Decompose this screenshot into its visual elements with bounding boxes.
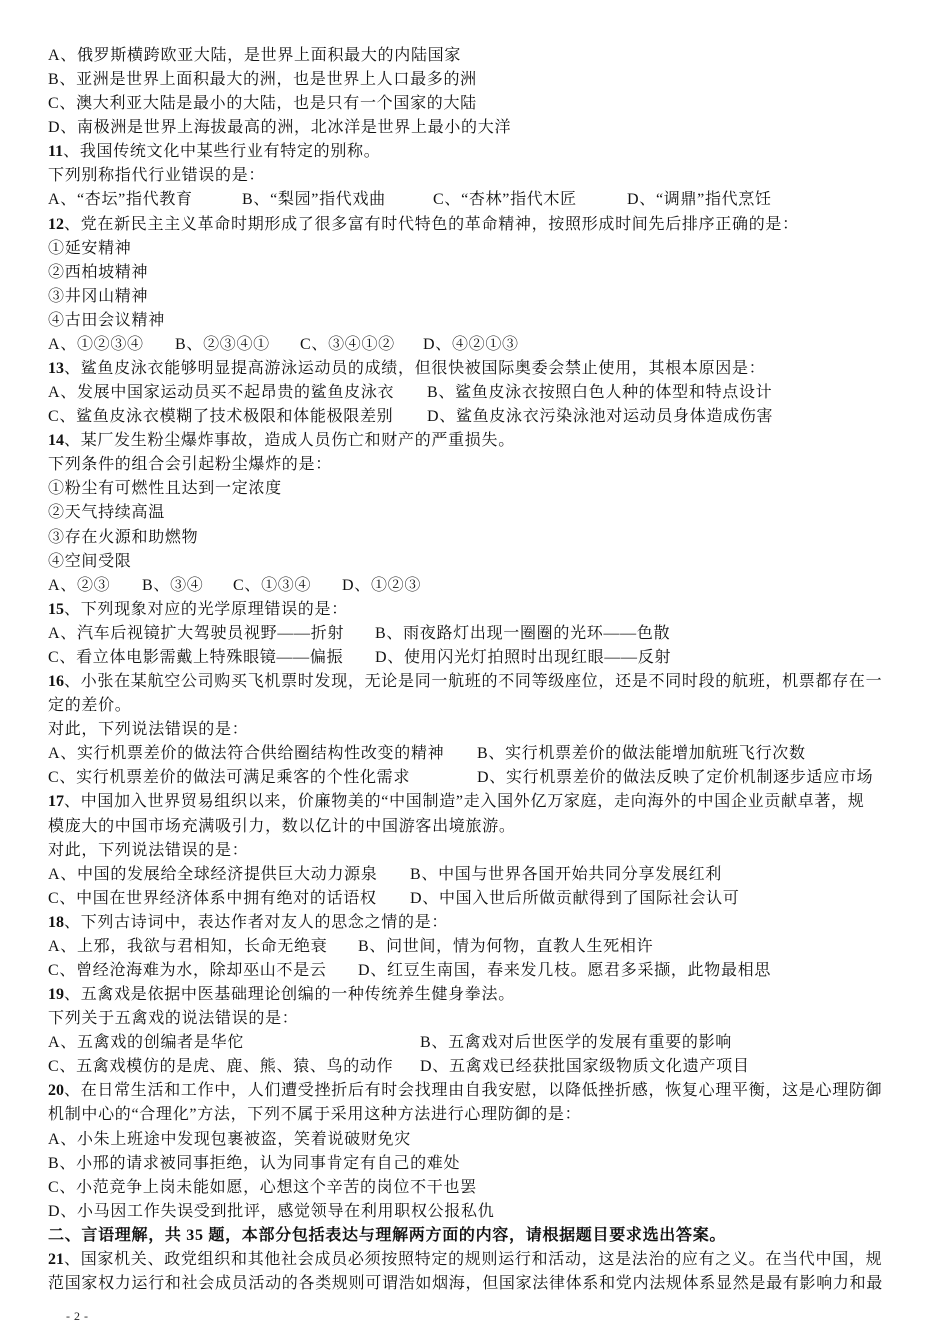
question-11-prompt: [48, 164, 898, 188]
question-stem: 模庞大的中国市场充满吸引力，数以亿计的中国游客出境旅游。: [48, 817, 516, 835]
question-number: 16: [48, 673, 64, 691]
question-stem: 、下列现象对应的光学原理错误的是：: [64, 600, 348, 618]
item-3: ③井冈山精神: [48, 287, 149, 305]
question-stem: 范国家权力运行和社会成员活动的各类规则可谓浩如烟海，但国家法律体系和党内法规体系显然是最有影响力和最: [48, 1274, 884, 1292]
option-d: D、使用闪光灯拍照时出现红眼——反射: [375, 648, 672, 666]
question-17-stem: [48, 790, 898, 814]
question-stem: 、中国加入世界贸易组织以来，价廉物美的“中国制造”走入国外亿万家庭，走向海外的中国企业贡献卓著，规: [64, 793, 865, 811]
item-2: ②天气持续高温: [48, 504, 165, 522]
question-14-prompt: [48, 453, 898, 477]
option-b: B、雨夜路灯出现一圈圈的光环——色散: [375, 624, 671, 642]
question-14-options: [48, 574, 898, 598]
question-12-item: [48, 285, 898, 309]
question-12-options: [48, 333, 898, 357]
option-b: B、亚洲是世界上面积最大的洲，也是世界上人口最多的洲: [48, 71, 477, 89]
option-c: C、五禽戏模仿的是虎、鹿、熊、猿、鸟的动作: [48, 1058, 394, 1076]
question-stem: 、小张在某航空公司购买飞机票时发现，无论是同一航班的不同等级座位，还是不同时段的航班，机票都存在一: [64, 673, 883, 691]
question-12-item: [48, 261, 898, 285]
question-19-stem: [48, 983, 898, 1007]
question-stem: 、某厂发生粉尘爆炸事故，造成人员伤亡和财产的严重损失。: [64, 432, 515, 450]
question-15-stem: [48, 598, 898, 622]
option-a: A、①②③④: [48, 335, 144, 353]
item-1: ①粉尘有可燃性且达到一定浓度: [48, 480, 282, 498]
question-stem: 、党在新民主主义革命时期形成了很多富有时代特色的革命精神，按照形成时间先后排序正确的是：: [64, 215, 799, 233]
option-c: C、实行机票差价的做法可满足乘客的个性化需求: [48, 769, 411, 787]
option-a: A、俄罗斯横跨欧亚大陆，是世界上面积最大的内陆国家: [48, 47, 462, 64]
question-20-option: [48, 1128, 898, 1152]
option-b: B、中国与世界各国开始共同分享发展红利: [410, 865, 722, 883]
question-15-options-row: [48, 646, 898, 670]
option-a: A、五禽戏的创编者是华佗: [48, 1034, 244, 1052]
question-number: 21: [48, 1250, 64, 1268]
question-20-stem: [48, 1079, 898, 1103]
question-number: 19: [48, 986, 64, 1004]
option-d: D、红豆生南国，春来发几枝。愿君多采撷，此物最相思: [358, 961, 772, 979]
question-20-option: [48, 1152, 898, 1176]
question-stem: 、在日常生活和工作中，人们遭受挫折后有时会找理由自我安慰，以降低挫折感，恢复心理平衡，这是心理防御: [64, 1082, 883, 1100]
option-d: D、①②③: [342, 576, 422, 594]
question-16-prompt: [48, 718, 898, 742]
option-b: B、“梨园”指代戏曲: [242, 191, 386, 209]
question-number: 17: [48, 793, 64, 811]
question-16-stem-cont: [48, 694, 898, 718]
question-prompt: 对此，下列说法错误的是：: [48, 841, 249, 859]
question-18-options-row: [48, 959, 898, 983]
option-a: A、上邪，我欲与君相知，长命无绝衰: [48, 937, 328, 955]
question-20-option: [48, 1176, 898, 1200]
question-prompt: 下列别称指代行业错误的是：: [48, 167, 266, 185]
question-20-option: [48, 1200, 898, 1224]
section-heading: 二、言语理解，共 35 题，本部分包括表达与理解两方面的内容，请根据题目要求选出答案。: [48, 1226, 727, 1244]
question-14-item: [48, 501, 898, 525]
option-c: C、中国在世界经济体系中拥有绝对的话语权: [48, 889, 377, 907]
question-19-options-row: [48, 1055, 898, 1079]
question-15-options-row: [48, 622, 898, 646]
continued-option-line: [48, 92, 898, 116]
item-1: ①延安精神: [48, 239, 132, 257]
page-body: [48, 44, 898, 1296]
continued-option-line: [48, 44, 898, 68]
question-prompt: 下列关于五禽戏的说法错误的是：: [48, 1010, 299, 1028]
question-18-options-row: [48, 935, 898, 959]
option-c: C、小范竞争上岗未能如愿，心想这个辛苦的岗位不干也罢: [48, 1178, 477, 1196]
option-a: A、“杏坛”指代教育: [48, 191, 193, 209]
question-21-stem: [48, 1248, 898, 1272]
option-a: A、小朱上班途中发现包裹被盗，笑着说破财免灾: [48, 1130, 411, 1148]
option-c: C、③④①②: [300, 335, 395, 353]
option-d: D、鲨鱼皮泳衣污染泳池对运动员身体造成伤害: [427, 408, 774, 426]
question-13-stem: [48, 357, 898, 381]
question-17-prompt: [48, 839, 898, 863]
question-21-stem-cont: [48, 1272, 898, 1296]
item-4: ④古田会议精神: [48, 311, 165, 329]
question-stem: 、国家机关、政党组织和其他社会成员必须按照特定的规则运行和活动，这是法治的应有之义。在当代中国，规: [64, 1250, 883, 1268]
question-12-item: [48, 309, 898, 333]
question-number: 15: [48, 600, 64, 618]
question-18-stem: [48, 911, 898, 935]
option-b: B、小邢的请求被同事拒绝，认为同事肯定有自己的难处: [48, 1154, 461, 1172]
item-3: ③存在火源和助燃物: [48, 528, 199, 546]
option-a: A、②③: [48, 576, 111, 594]
question-stem: 、鲨鱼皮泳衣能够明显提高游泳运动员的成绩，但很快被国际奥委会禁止使用，其根本原因是：: [64, 360, 766, 378]
question-20-stem-cont: [48, 1103, 898, 1127]
question-19-prompt: [48, 1007, 898, 1031]
question-stem: 、下列古诗词中，表达作者对友人的思念之情的是：: [64, 913, 449, 931]
option-a: A、汽车后视镜扩大驾驶员视野——折射: [48, 624, 345, 642]
question-16-stem: [48, 670, 898, 694]
option-d: D、小马因工作失误受到批评，感觉领导在利用职权公报私仇: [48, 1202, 495, 1220]
option-b: B、五禽戏对后世医学的发展有重要的影响: [420, 1034, 732, 1052]
question-number: 14: [48, 432, 64, 450]
continued-option-line: [48, 68, 898, 92]
question-13-options-row: [48, 405, 898, 429]
question-17-stem-cont: [48, 815, 898, 839]
question-14-stem: [48, 429, 898, 453]
question-number: 18: [48, 913, 64, 931]
option-b: B、实行机票差价的做法能增加航班飞行次数: [477, 745, 806, 763]
option-b: B、②③④①: [175, 335, 270, 353]
question-16-options-row: [48, 766, 898, 790]
question-14-item: [48, 550, 898, 574]
option-c: C、看立体电影需戴上特殊眼镜——偏振: [48, 648, 344, 666]
option-d: D、实行机票差价的做法反映了定价机制逐步适应市场: [477, 769, 874, 787]
option-c: C、“杏林”指代木匠: [433, 191, 577, 209]
option-b: B、鲨鱼皮泳衣按照白色人种的体型和特点设计: [427, 384, 773, 402]
option-d: D、五禽戏已经获批国家级物质文化遗产项目: [420, 1058, 750, 1076]
option-c: C、澳大利亚大陆是最小的大陆，也是只有一个国家的大陆: [48, 95, 477, 113]
option-d: D、中国入世后所做贡献得到了国际社会认可: [410, 889, 740, 907]
question-11-stem: [48, 140, 898, 164]
question-number: 13: [48, 360, 64, 378]
page-number: - 2 -: [66, 1309, 89, 1323]
option-d: D、南极洲是世界上海拔最高的洲，北冰洋是世界上最小的大洋: [48, 119, 512, 137]
question-12-item: [48, 237, 898, 261]
option-d: D、④②①③: [423, 335, 519, 353]
question-17-options-row: [48, 887, 898, 911]
option-a: A、实行机票差价的做法符合供给圈结构性改变的精神: [48, 745, 445, 763]
option-d: D、“调鼎”指代烹饪: [627, 191, 772, 209]
option-c: C、曾经沧海难为水，除却巫山不是云: [48, 961, 327, 979]
question-14-item: [48, 477, 898, 501]
question-stem: 、我国传统文化中某些行业有特定的别称。: [63, 143, 381, 161]
question-number: 12: [48, 215, 64, 233]
option-a: A、发展中国家运动员买不起昂贵的鲨鱼皮泳衣: [48, 384, 395, 402]
item-4: ④空间受限: [48, 552, 132, 570]
question-stem: 机制中心的“合理化”方法，下列不属于采用这种方法进行心理防御的是：: [48, 1106, 582, 1124]
question-number: 20: [48, 1082, 64, 1100]
question-16-options-row: [48, 742, 898, 766]
question-12-stem: [48, 213, 898, 237]
continued-option-line: [48, 116, 898, 140]
option-a: A、中国的发展给全球经济提供巨大动力源泉: [48, 865, 378, 883]
question-prompt: 对此，下列说法错误的是：: [48, 721, 249, 739]
option-c: C、鲨鱼皮泳衣模糊了技术极限和体能极限差别: [48, 408, 394, 426]
question-11-options: [48, 188, 898, 212]
question-14-item: [48, 526, 898, 550]
question-prompt: 下列条件的组合会引起粉尘爆炸的是：: [48, 456, 332, 474]
question-19-options-row: [48, 1031, 898, 1055]
question-13-options-row: [48, 381, 898, 405]
question-stem: 、五禽戏是依据中医基础理论创编的一种传统养生健身拳法。: [64, 986, 515, 1004]
option-b: B、问世间，情为何物，直教人生死相许: [358, 937, 654, 955]
option-c: C、①③④: [233, 576, 312, 594]
question-17-options-row: [48, 863, 898, 887]
question-stem: 定的差价。: [48, 697, 132, 715]
option-b: B、③④: [142, 576, 204, 594]
item-2: ②西柏坡精神: [48, 263, 149, 281]
question-number: 11: [48, 143, 64, 161]
